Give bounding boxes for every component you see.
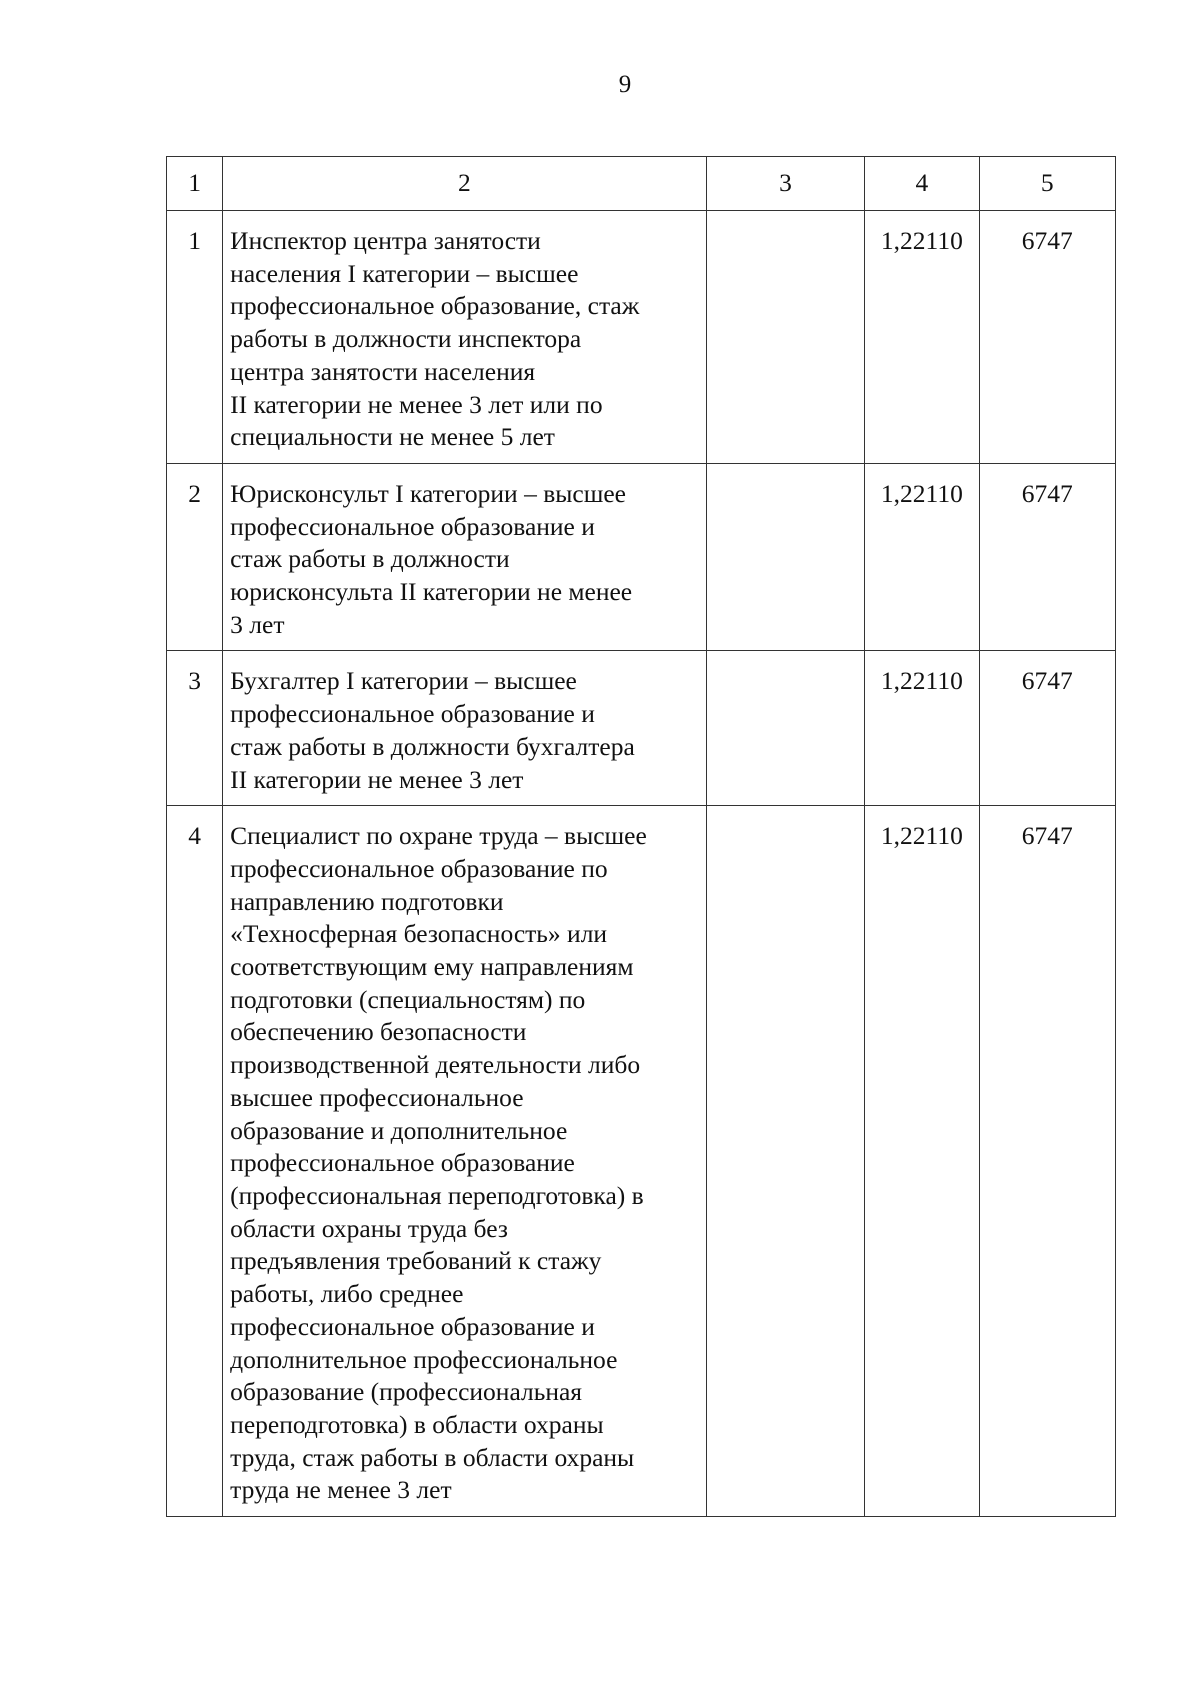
description-line: (профессиональная переподготовка) в — [230, 1180, 644, 1210]
description-line: II категории не менее 3 лет или по — [230, 389, 603, 419]
description-line: направлению подготовки — [230, 886, 504, 916]
description-line: подготовки (специальностям) по — [230, 984, 586, 1014]
description-line: предъявления требований к стажу — [230, 1246, 602, 1276]
description-line: дополнительное профессиональное — [230, 1344, 618, 1374]
description-line: труда, стаж работы в области охраны — [230, 1442, 635, 1472]
description-line: области охраны труда без — [230, 1213, 508, 1243]
table-row — [167, 651, 1116, 806]
description-line: Инспектор центра занятости — [230, 226, 541, 255]
header-col-4: 4 — [865, 157, 979, 211]
header-col-1: 1 — [167, 157, 223, 211]
header-col-2: 2 — [223, 157, 707, 211]
description-line: Юрисконсульт I категории – высшее — [230, 478, 626, 508]
positions-table — [166, 156, 1116, 1517]
amount-cell: 6747 — [979, 806, 1115, 1517]
description-line: стаж работы в должности — [230, 544, 510, 574]
table-header-row — [167, 157, 1116, 211]
description-line: профессиональное образование — [230, 1148, 575, 1178]
description-line: труда не менее 3 лет — [230, 1475, 452, 1505]
description-line: профессиональное образование и — [230, 511, 595, 541]
coefficient-cell: 1,22110 — [865, 806, 979, 1517]
description-line: производственной деятельности либо — [230, 1050, 641, 1080]
description-line: образование и дополнительное — [230, 1115, 568, 1145]
row-number-cell: 1 — [167, 211, 223, 464]
coefficient-cell: 1,22110 — [865, 651, 979, 806]
coefficient-cell: 1,22110 — [865, 463, 979, 651]
description-line: образование (профессиональная — [230, 1377, 583, 1407]
description-line: обеспечению безопасности — [230, 1017, 527, 1047]
description-line: специальности не менее 5 лет — [230, 422, 555, 452]
table-body — [167, 157, 1116, 1517]
description-line: юрисконсульта II категории не менее — [230, 577, 633, 607]
description-line: профессиональное образование, стаж — [230, 291, 640, 321]
description-line: населения I категории – высшее — [230, 258, 579, 288]
position-description-cell — [223, 651, 707, 806]
description-line: работы, либо среднее — [230, 1279, 464, 1309]
row-number-cell: 4 — [167, 806, 223, 1517]
table-row — [167, 806, 1116, 1517]
row-number-cell: 3 — [167, 651, 223, 806]
description-line: работы в должности инспектора — [230, 324, 582, 354]
table-row — [167, 211, 1116, 464]
column-3-cell — [706, 463, 865, 651]
description-line: II категории не менее 3 лет — [230, 764, 524, 794]
amount-cell: 6747 — [979, 211, 1115, 464]
amount-cell: 6747 — [979, 463, 1115, 651]
description-line: 3 лет — [230, 609, 285, 639]
description-line: профессиональное образование по — [230, 853, 608, 883]
coefficient-cell: 1,22110 — [865, 211, 979, 464]
description-line: Бухгалтер I категории – высшее — [230, 666, 577, 696]
description-line: переподготовка) в области охраны — [230, 1409, 604, 1439]
position-description-cell — [223, 806, 707, 1517]
description-line: высшее профессиональное — [230, 1082, 524, 1112]
column-3-cell — [706, 806, 865, 1517]
position-description-cell — [223, 211, 707, 464]
page-number: 9 — [618, 71, 632, 98]
header-col-3: 3 — [706, 157, 865, 211]
description-line: стаж работы в должности бухгалтера — [230, 731, 635, 761]
description-line: соответствующим ему направлениям — [230, 952, 634, 982]
column-3-cell — [706, 651, 865, 806]
header-col-5: 5 — [979, 157, 1115, 211]
column-3-cell — [706, 211, 865, 464]
table-row — [167, 463, 1116, 651]
row-number-cell: 2 — [167, 463, 223, 651]
description-line: профессиональное образование и — [230, 1311, 595, 1341]
description-line: «Техносферная безопасность» или — [230, 919, 608, 949]
description-line: центра занятости населения — [230, 356, 536, 386]
amount-cell: 6747 — [979, 651, 1115, 806]
description-line: Специалист по охране труда – высшее — [230, 821, 647, 851]
description-line: профессиональное образование и — [230, 699, 595, 729]
position-description-cell — [223, 463, 707, 651]
